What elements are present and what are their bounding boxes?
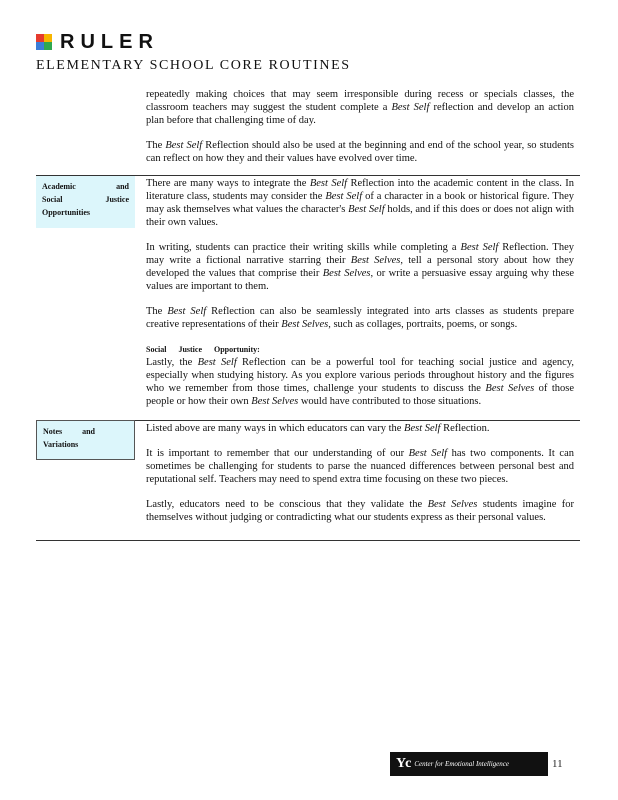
social-justice-paragraph: Lastly, the Best Self Reflection can be a powerful tool for teaching social justice and agency, especially when studying history. As you explore various periods throughout history and the figures who we remember from those times, challenge your students to discuss the Best Selves of those people or how their own Best Selves would have contributed to those situations. [146, 357, 575, 407]
section-label-notes: Notes and Variations [36, 420, 135, 460]
footer-center-name: Center for Emotional Intelligence [414, 760, 510, 768]
intro-block [146, 88, 574, 165]
bottom-divider [36, 540, 580, 541]
page-header [36, 32, 351, 74]
social-justice-subheading: Social Justice Opportunity: [146, 345, 260, 354]
notes-paragraph-2: It is important to remember that our understanding of our Best Self has two components. It can sometimes be challenging for students to parse the nuanced differences between personal best and reputational self. Teachers may need to spend extra time focusing on these two pieces. [146, 448, 574, 485]
academic-paragraph-1: There are many ways to integrate the Best Self Reflection into the academic content in the class. In literature class, students may consider the Best Self of a character in a book or historical figure. They may ask themselves what values the character's Best Self holds, and if this does or does not align with their own values. [146, 178, 575, 228]
ruler-logo [36, 32, 351, 52]
intro-paragraph-1: repeatedly making choices that may seem irresponsible during recess or specials classes, the classroom teachers may suggest the student complete a Best Self reflection and develop an action plan before that challenging time of day. [146, 89, 574, 126]
page-content [36, 88, 580, 541]
section-label-academic: Academic and Social Justice Opportunities [36, 176, 135, 228]
page-number: 11 [552, 758, 563, 770]
page-footer [390, 752, 563, 776]
academic-paragraph-2: In writing, students can practice their writing skills while completing a Best Self Reflection. They may write a fictional narrative starring their Best Selves, tell a personal story about how they developed the values that comprise their Best Selves, or write a persuasive essay arguing why these values are important to them. [146, 242, 575, 292]
notes-paragraph-1: Listed above are many ways in which educators can vary the Best Self Reflection. [146, 423, 490, 434]
document-title: ELEMENTARY SCHOOL CORE ROUTINES [36, 58, 351, 73]
ruler-logo-mark-icon [36, 34, 52, 50]
intro-paragraph-2: The Best Self Reflection should also be used at the beginning and end of the school year, so students can reflect on how they and their values have evolved over time. [146, 140, 574, 164]
logo-text: RULER [60, 31, 159, 53]
footer-logo-initials: Yc [396, 756, 411, 771]
section-notes-variations [36, 420, 580, 536]
section-academic-social-justice [36, 175, 580, 420]
notes-paragraph-3: Lastly, educators need to be conscious that they validate the Best Selves students imagine for themselves without judging or contradicting what our students express as their personal values. [146, 499, 575, 523]
academic-paragraph-3: The Best Self Reflection can also be seamlessly integrated into arts classes as students prepare creative representations of their Best Selves, such as collages, portraits, poems, or songs. [146, 306, 575, 330]
yale-center-logo [390, 752, 548, 776]
